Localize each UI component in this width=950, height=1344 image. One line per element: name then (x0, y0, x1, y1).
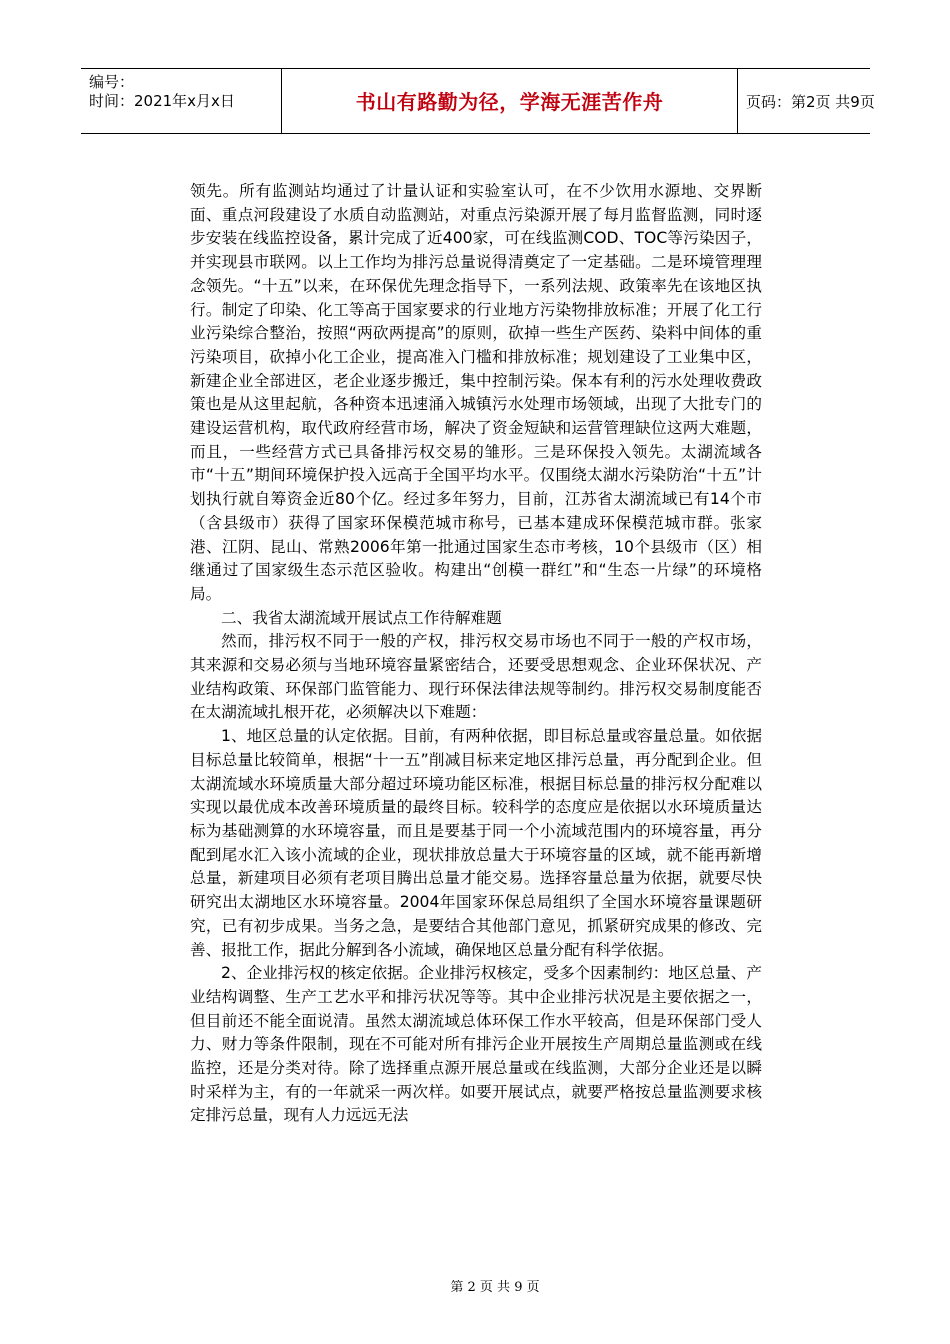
document-date-label: 时间：2021年x月x日 (89, 92, 235, 110)
document-number-label: 编号： (89, 73, 135, 91)
page-footer: 第 2 页 共 9 页 (450, 1280, 540, 1295)
body-paragraph: 领先。所有监测站均通过了计量认证和实验室认可，在不少饮用水源地、交界断面、重点河段建设了水质自动监测站，对重点污染源开展了每月监督监测，同时逐步安装在线监控设备，累计完成了近400家，可在线监测COD、TOC等污染因子，并实现县市联网。以上工作均为排污总量说得清奠定了一定基础。二是环境管理理念领先。“十五”以来，在环保优先理念指导下，一系列法规、政策率先在该地区执行。制定了印染、化工等高于国家要求的行业地方污染物排放标准；开展了化工行业污染综合整治，按照“两砍两提高”的原则，砍掉一些生产医药、染料中间体的重污染项目，砍掉小化工企业，提高准入门槛和排放标准；规划建设了工业集中区，新建企业全部进区，老企业逐步搬迁，集中控制污染。保本有利的污水处理收费政策也是从这里起航，各种资本迅速涌入城镇污水处理市场领域，出现了大批专门的建设运营机构，取代政府经营市场，解决了资金短缺和运营管理缺位这两大难题，而且，一些经营方式已具备排污权交易的雏形。三是环保投入领先。太湖流域各市“十五”期间环境保护投入远高于全国平均水平。仅围绕太湖水污染防治“十五”计划执行就自筹资金近80个亿。经过多年努力，目前，江苏省太湖流域已有14个市（含县级市）获得了国家环保模范城市称号，已基本建成环保模范城市群。张家港、江阴、昆山、常熟2006年第一批通过国家生态市考核，10个县级市（区）相继通过了国家级生态示范区验收。构建出“创模一群红”和“生态一片绿”的环境格局。 (190, 182, 762, 603)
document-header (81, 68, 875, 134)
body-paragraph: 2、企业排污权的核定依据。企业排污权核定，受多个因素制约：地区总量、产业结构调整、生产工艺水平和排污状况等等。其中企业排污状况是主要依据之一，但目前还不能全面说清。虽然太湖流域总体环保工作水平较高，但是环保部门受人力、财力等条件限制，现在不可能对所有排污企业开展按生产周期总量监测或在线监控，还是分类对待。除了选择重点源开展总量或在线监测，大部分企业还是以瞬时采样为主，有的一年就采一两次样。如要开展试点，就要严格按总量监测要求核定排污总量，现有人力远远无法 (190, 964, 762, 1125)
header-meta-cell (81, 69, 282, 133)
document-body (190, 180, 762, 1128)
section-heading: 二、我省太湖流域开展试点工作待解难题 (221, 608, 502, 627)
body-paragraph: 然而，排污权不同于一般的产权，排污权交易市场也不同于一般的产权市场，其来源和交易必须与当地环境容量紧密结合，还要受思想观念、企业环保状况、产业结构政策、环保部门监管能力、现行环保法律法规等制约。排污权交易制度能否在太湖流域扎根开花，必须解决以下难题： (190, 632, 762, 722)
header-page-number: 页码：第2页 共9页 (746, 93, 875, 111)
header-motto: 书山有路勤为径，学海无涯苦作舟 (282, 69, 738, 133)
body-paragraph: 1、地区总量的认定依据。目前，有两种依据，即目标总量或容量总量。如依据目标总量比较简单，根据“十一五”削减目标来定地区排污总量，再分配到企业。但太湖流域水环境质量大部分超过环境功能区标准，根据目标总量的排污权分配难以实现以最优成本改善环境质量的最终目标。较科学的态度应是依据以水环境质量达标为基础测算的水环境容量，而且是要基于同一个小流域范围内的环境容量，再分配到尾水汇入该小流域的企业，现状排放总量大于环境容量的区域，就不能再新增总量，新建项目必须有老项目腾出总量才能交易。选择容量总量为依据，就要尽快研究出太湖地区水环境容量。2004年国家环保总局组织了全国水环境容量课题研究，已有初步成果。当务之急，是要结合其他部门意见，抓紧研究成果的修改、完善、报批工作，据此分解到各小流域，确保地区总量分配有科学依据。 (190, 727, 762, 959)
